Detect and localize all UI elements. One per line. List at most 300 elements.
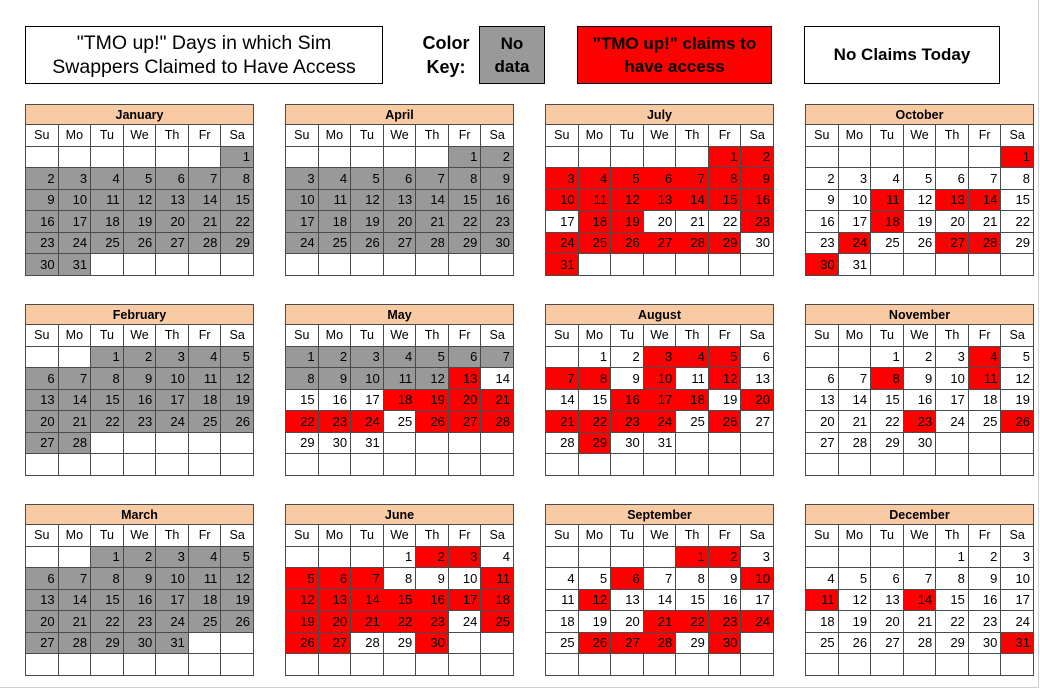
empty-cell [708,654,741,676]
day-cell: 14 [481,368,514,390]
day-cell: 16 [968,589,1001,611]
empty-cell [903,454,936,476]
empty-cell [1001,454,1034,476]
day-cell: 5 [903,168,936,190]
weekday-label: Sa [741,125,774,147]
day-cell-no-data: 6 [26,368,59,390]
legend-no-data [479,26,545,84]
month-name: August [546,305,774,325]
weekday-label: Th [156,125,189,147]
legend-no-data-line-1: No [500,34,524,53]
day-cell-no-data: 26 [221,611,254,633]
day-cell-no-data: 12 [123,189,156,211]
day-cell-no-data: 7 [58,568,91,590]
day-cell-no-data: 20 [383,211,416,233]
weekday-label: Su [286,125,319,147]
weekday-label: Mo [58,525,91,547]
month-october [805,104,1034,276]
day-cell-no-data: 11 [318,189,351,211]
day-cell-claim: 29 [578,432,611,454]
day-cell: 7 [903,568,936,590]
weekday-label: Fr [448,125,481,147]
empty-cell [676,654,709,676]
day-cell-claim: 1 [708,146,741,168]
day-cell-no-data: 4 [188,546,221,568]
empty-cell [448,632,481,654]
empty-cell [351,654,384,676]
day-cell-no-data: 24 [156,411,189,433]
weekday-label: We [383,525,416,547]
day-cell-no-data: 25 [188,611,221,633]
empty-cell [221,454,254,476]
empty-cell [611,546,644,568]
day-cell-no-data: 1 [286,346,319,368]
day-cell: 29 [676,632,709,654]
day-cell-no-data: 14 [58,589,91,611]
weekday-label: Fr [188,125,221,147]
day-cell-no-data: 4 [91,168,124,190]
day-cell-no-data: 4 [383,346,416,368]
day-cell-no-data: 1 [221,146,254,168]
day-cell-no-data: 17 [156,389,189,411]
weekday-label: Su [286,525,319,547]
day-cell-no-data: 21 [58,611,91,633]
day-cell-claim: 21 [351,611,384,633]
day-cell: 20 [643,211,676,233]
day-cell: 2 [806,168,839,190]
day-cell-no-data: 9 [123,568,156,590]
empty-cell [676,454,709,476]
day-cell-no-data: 14 [188,189,221,211]
empty-cell [578,254,611,276]
month-june [285,504,514,676]
day-cell: 5 [578,568,611,590]
day-cell: 16 [318,389,351,411]
day-cell-no-data: 7 [188,168,221,190]
day-cell-no-data: 30 [123,632,156,654]
empty-cell [448,654,481,676]
day-cell-claim: 18 [871,211,904,233]
day-cell: 8 [383,568,416,590]
day-cell: 28 [546,432,579,454]
day-cell: 31 [643,432,676,454]
day-cell-no-data: 5 [221,546,254,568]
weekday-label: We [383,125,416,147]
day-cell-no-data: 12 [351,189,384,211]
day-cell-claim: 24 [838,232,871,254]
day-cell-claim: 17 [643,389,676,411]
day-cell-claim: 14 [676,189,709,211]
day-cell-no-data: 2 [123,346,156,368]
day-cell-no-data: 17 [58,211,91,233]
day-cell: 25 [676,411,709,433]
day-cell: 25 [546,632,579,654]
day-cell-claim: 2 [708,546,741,568]
day-cell: 17 [741,589,774,611]
day-cell: 16 [806,211,839,233]
day-cell-claim: 18 [383,389,416,411]
day-cell-no-data: 24 [286,232,319,254]
day-cell: 6 [741,346,774,368]
weekday-label: Tu [91,525,124,547]
day-cell: 9 [968,568,1001,590]
empty-cell [1001,432,1034,454]
day-cell-no-data: 21 [188,211,221,233]
weekday-label: Sa [481,125,514,147]
day-cell: 11 [676,368,709,390]
day-cell-no-data: 12 [416,368,449,390]
empty-cell [91,146,124,168]
day-cell-claim: 18 [578,211,611,233]
day-cell-claim: 27 [318,632,351,654]
day-cell-no-data: 28 [416,232,449,254]
day-cell-no-data: 14 [416,189,449,211]
day-cell-no-data: 27 [156,232,189,254]
day-cell-claim: 7 [676,168,709,190]
empty-cell [546,346,579,368]
day-cell-claim: 21 [643,611,676,633]
day-cell-claim: 28 [676,232,709,254]
empty-cell [903,146,936,168]
day-cell-no-data: 10 [156,368,189,390]
day-cell: 29 [286,432,319,454]
day-cell: 1 [936,546,969,568]
weekday-label: Su [26,525,59,547]
empty-cell [741,654,774,676]
empty-cell [123,432,156,454]
month-july [545,104,774,276]
day-cell-no-data: 4 [188,346,221,368]
empty-cell [156,254,189,276]
month-november [805,304,1034,476]
day-cell: 4 [871,168,904,190]
day-cell-claim: 27 [611,632,644,654]
weekday-label: Th [416,125,449,147]
weekday-label: Mo [58,125,91,147]
empty-cell [903,546,936,568]
empty-cell [806,546,839,568]
day-cell: 15 [871,389,904,411]
empty-cell [156,654,189,676]
day-cell: 25 [383,411,416,433]
day-cell-claim: 11 [481,568,514,590]
month-name: April [286,105,514,125]
day-cell-no-data: 8 [286,368,319,390]
day-cell-no-data: 7 [58,368,91,390]
day-cell-claim: 19 [416,389,449,411]
weekday-label: Mo [838,125,871,147]
day-cell-no-data: 18 [91,211,124,233]
day-cell-claim: 24 [741,611,774,633]
day-cell-no-data: 26 [221,411,254,433]
day-cell-claim: 24 [643,411,676,433]
day-cell-no-data: 27 [383,232,416,254]
day-cell-no-data: 10 [156,568,189,590]
weekday-label: Th [676,325,709,347]
day-cell: 4 [806,568,839,590]
day-cell-no-data: 30 [481,232,514,254]
day-cell-claim: 8 [578,368,611,390]
day-cell: 1 [871,346,904,368]
day-cell-claim: 30 [708,632,741,654]
weekday-label: Mo [838,525,871,547]
day-cell: 3 [936,346,969,368]
weekday-label: Tu [611,325,644,347]
day-cell-claim: 16 [611,389,644,411]
empty-cell [448,454,481,476]
title-line-2: Swappers Claimed to Have Access [52,56,356,78]
day-cell: 17 [838,211,871,233]
day-cell: 20 [611,611,644,633]
empty-cell [383,454,416,476]
day-cell: 18 [968,389,1001,411]
empty-cell [26,346,59,368]
day-cell: 16 [903,389,936,411]
day-cell-claim: 5 [708,346,741,368]
day-cell-no-data: 18 [188,389,221,411]
day-cell: 17 [1001,589,1034,611]
weekday-label: Tu [611,125,644,147]
day-cell-claim: 27 [936,232,969,254]
day-cell-claim: 23 [318,411,351,433]
day-cell-no-data: 2 [26,168,59,190]
day-cell: 2 [903,346,936,368]
empty-cell [26,654,59,676]
day-cell-no-data: 13 [26,389,59,411]
day-cell: 17 [546,211,579,233]
day-cell-no-data: 15 [221,189,254,211]
day-cell: 2 [968,546,1001,568]
day-cell-no-data: 28 [58,632,91,654]
empty-cell [188,432,221,454]
empty-cell [741,254,774,276]
weekday-label: Su [546,525,579,547]
weekday-label: Sa [741,525,774,547]
empty-cell [188,654,221,676]
empty-cell [968,454,1001,476]
month-name: June [286,505,514,525]
day-cell: 27 [741,411,774,433]
empty-cell [936,254,969,276]
empty-cell [156,146,189,168]
day-cell: 1 [383,546,416,568]
empty-cell [318,254,351,276]
month-february [25,304,254,476]
month-september [545,504,774,676]
weekday-label: Su [806,525,839,547]
day-cell: 6 [871,568,904,590]
month-may [285,304,514,476]
day-cell-no-data: 1 [91,546,124,568]
day-cell: 30 [318,432,351,454]
day-cell: 6 [936,168,969,190]
day-cell: 22 [936,611,969,633]
day-cell: 9 [611,368,644,390]
day-cell-claim: 22 [676,611,709,633]
day-cell-no-data: 12 [221,368,254,390]
day-cell-no-data: 15 [91,389,124,411]
day-cell-claim: 28 [643,632,676,654]
month-name: February [26,305,254,325]
weekday-label: Mo [58,325,91,347]
day-cell: 24 [1001,611,1034,633]
empty-cell [318,654,351,676]
day-cell: 9 [806,189,839,211]
empty-cell [611,254,644,276]
empty-cell [806,654,839,676]
day-cell-claim: 30 [806,254,839,276]
empty-cell [123,454,156,476]
day-cell-no-data: 25 [188,411,221,433]
day-cell-no-data: 19 [123,211,156,233]
weekday-label: Mo [578,325,611,347]
empty-cell [58,454,91,476]
chart-title [25,26,383,84]
day-cell-claim: 13 [936,189,969,211]
day-cell-claim: 21 [481,389,514,411]
day-cell-claim: 22 [383,611,416,633]
empty-cell [936,454,969,476]
day-cell-no-data: 16 [123,589,156,611]
day-cell: 26 [903,232,936,254]
day-cell-claim: 31 [1001,632,1034,654]
day-cell-no-data: 31 [58,254,91,276]
weekday-label: We [383,325,416,347]
empty-cell [318,454,351,476]
day-cell-no-data: 6 [26,568,59,590]
day-cell-claim: 2 [416,546,449,568]
empty-cell [806,146,839,168]
day-cell-claim: 7 [546,368,579,390]
month-name: November [806,305,1034,325]
day-cell-no-data: 18 [318,211,351,233]
day-cell-no-data: 24 [58,232,91,254]
empty-cell [578,546,611,568]
day-cell: 13 [611,589,644,611]
empty-cell [351,146,384,168]
day-cell-no-data: 24 [156,611,189,633]
day-cell: 30 [903,432,936,454]
empty-cell [26,454,59,476]
weekday-label: Fr [968,125,1001,147]
day-cell-no-data: 29 [91,632,124,654]
day-cell: 27 [806,432,839,454]
day-cell: 29 [1001,232,1034,254]
weekday-label: Fr [448,525,481,547]
day-cell-claim: 16 [741,189,774,211]
month-name: July [546,105,774,125]
empty-cell [871,146,904,168]
weekday-label: Sa [1001,325,1034,347]
day-cell-claim: 4 [676,346,709,368]
month-name: December [806,505,1034,525]
day-cell-no-data: 29 [448,232,481,254]
day-cell: 10 [838,189,871,211]
day-cell: 9 [416,568,449,590]
day-cell-claim: 10 [741,568,774,590]
day-cell-claim: 8 [708,168,741,190]
day-cell-no-data: 28 [188,232,221,254]
day-cell-claim: 31 [546,254,579,276]
day-cell: 19 [1001,389,1034,411]
empty-cell [546,454,579,476]
day-cell-claim: 15 [708,189,741,211]
empty-cell [91,654,124,676]
weekday-label: Tu [351,325,384,347]
day-cell-no-data: 1 [448,146,481,168]
legend-claims [577,26,772,84]
day-cell-no-data: 3 [156,346,189,368]
weekday-label: Su [26,325,59,347]
color-key-label [416,31,476,79]
day-cell-no-data: 20 [26,411,59,433]
empty-cell [1001,254,1034,276]
weekday-label: Th [156,525,189,547]
empty-cell [546,546,579,568]
day-cell: 15 [1001,189,1034,211]
day-cell: 8 [676,568,709,590]
day-cell-no-data: 25 [91,232,124,254]
empty-cell [708,432,741,454]
day-cell: 22 [708,211,741,233]
empty-cell [708,454,741,476]
day-cell-claim: 23 [416,611,449,633]
day-cell-no-data: 26 [351,232,384,254]
empty-cell [1001,654,1034,676]
day-cell: 29 [871,432,904,454]
day-cell: 7 [838,368,871,390]
day-cell: 28 [903,632,936,654]
day-cell-claim: 25 [578,232,611,254]
day-cell: 11 [546,589,579,611]
weekday-label: We [903,525,936,547]
empty-cell [968,654,1001,676]
weekday-label: Fr [188,525,221,547]
day-cell: 25 [871,232,904,254]
day-cell-no-data: 22 [448,211,481,233]
day-cell-claim: 24 [351,411,384,433]
empty-cell [221,432,254,454]
day-cell-claim: 8 [871,368,904,390]
day-cell-claim: 12 [578,589,611,611]
day-cell-claim: 12 [611,189,644,211]
weekday-label: Sa [221,325,254,347]
day-cell: 19 [903,211,936,233]
day-cell: 26 [838,632,871,654]
day-cell-no-data: 5 [123,168,156,190]
day-cell-no-data: 25 [318,232,351,254]
day-cell: 1 [578,346,611,368]
month-name: January [26,105,254,125]
day-cell-no-data: 15 [91,589,124,611]
day-cell: 20 [806,411,839,433]
day-cell-claim: 15 [383,589,416,611]
day-cell: 30 [611,432,644,454]
day-cell: 24 [936,411,969,433]
day-cell: 18 [806,611,839,633]
day-cell: 8 [936,568,969,590]
legend-claims-line-1: "TMO up!" claims to [592,34,757,53]
day-cell-no-data: 3 [351,346,384,368]
empty-cell [188,146,221,168]
day-cell-no-data: 23 [481,211,514,233]
empty-cell [578,654,611,676]
weekday-label: Th [416,325,449,347]
day-cell: 3 [741,546,774,568]
weekday-label: Su [806,325,839,347]
day-cell-no-data: 19 [351,211,384,233]
day-cell: 9 [903,368,936,390]
